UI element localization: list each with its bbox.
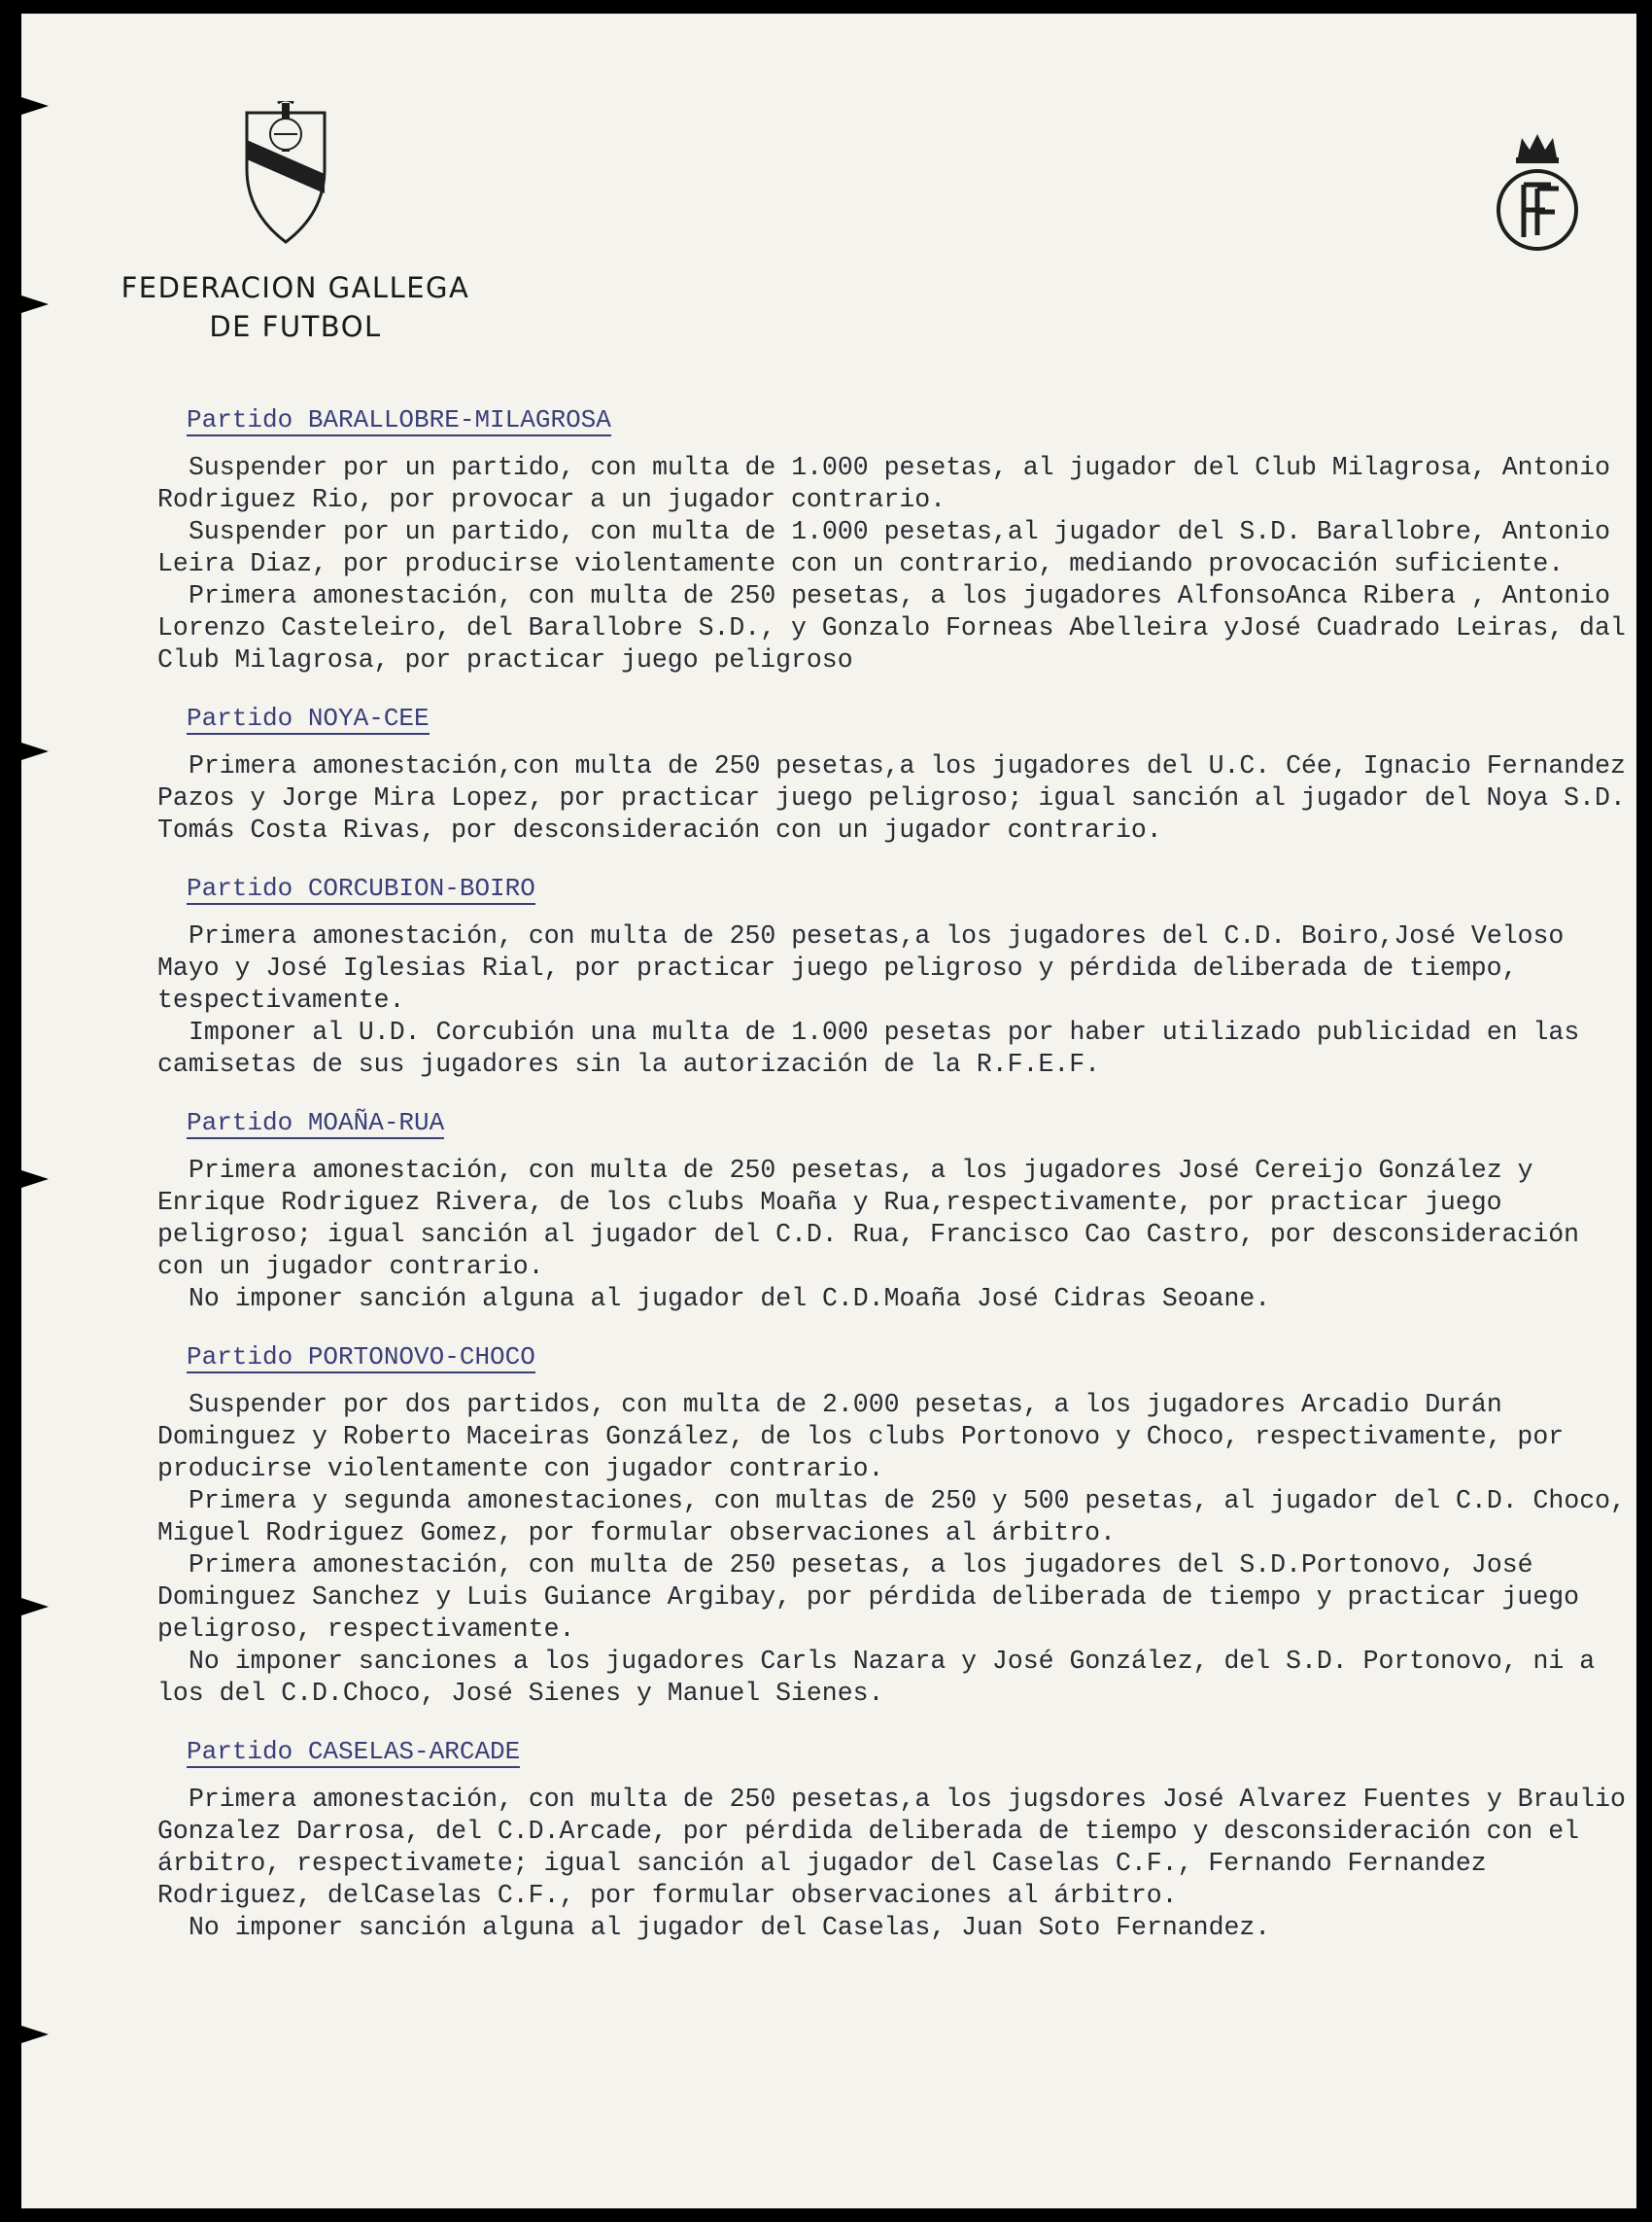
sanction-paragraph: Suspender por dos partidos, con multa de 2.000 pesetas, a los jugadores Arcadio Durán Dominguez y Roberto Maceiras González, de los clubs Portonovo y Choco, respectivamente, por producirse violentamente con jugador contrario. — [157, 1390, 1565, 1483]
sanction-paragraph: Primera amonestación, con multa de 250 pesetas, a los jugadores José Cereijo González y Enrique Rodriguez Rivera, de los clubs Moaña y Rua,respectivamente, por practicar juego peligroso; igual sanción al jugador del C.D. Rua, Francisco Cao Castro, por desconsideración con un jugador contrario. — [157, 1156, 1580, 1281]
sanction-paragraph: Primera amonestación,con multa de 250 pesetas,a los jugadores del U.C. Cée, Ignacio Fernandez Pazos y Jorge Mira Lopez, por practicar juego peligroso; igual sanción al jugador del Noya S.D. Tomás Costa Rivas, por desconsideración con un jugador contrario. — [157, 751, 1626, 845]
match-title: Partido BARALLOBRE-MILAGROSA — [187, 405, 611, 434]
sanction-paragraph: Primera amonestación, con multa de 250 pesetas,a los jugadores del C.D. Boiro,José Veloso Mayo y José Iglesias Rial, por practicar juego peligroso y pérdida deliberada de tiempo, tespectivamente. — [157, 921, 1565, 1015]
sanction-paragraph: Suspender por un partido, con multa de 1.000 pesetas, al jugador del Club Milagrosa, Antonio Rodriguez Rio, por provocar a un jugador contrario. — [157, 453, 1611, 514]
match-title: Partido MOAÑA-RUA — [187, 1108, 445, 1137]
sanctions-list — [157, 404, 1635, 1970]
match-section — [157, 1341, 1635, 1710]
match-title: Partido NOYA-CEE — [187, 704, 430, 733]
match-title: Partido CORCUBION-BOIRO — [187, 874, 535, 903]
royal-crown-rfef-emblem-icon — [1491, 128, 1584, 255]
sanction-paragraph: Suspender por un partido, con multa de 1.000 pesetas,al jugador del S.D. Barallobre, Antonio Leira Diaz, por producirse violentamente con un contrario, mediando provocación suficiente. — [157, 517, 1611, 578]
match-title: Partido CASELAS-ARCADE — [187, 1737, 521, 1766]
match-section — [157, 404, 1635, 677]
federation-name-line2: DE FUTBOL — [209, 310, 382, 343]
punch-hole-mark — [21, 1170, 49, 1188]
sanction-paragraph: Imponer al U.D. Corcubión una multa de 1.000 pesetas por haber utilizado publicidad en las camisetas de sus jugadores sin la autorización de la R.F.E.F. — [157, 1018, 1580, 1079]
federation-name — [91, 268, 499, 346]
sanction-paragraph: No imponer sanción alguna al jugador del C.D.Moaña José Cidras Seoane. — [189, 1284, 1271, 1313]
federation-name-line1: FEDERACION GALLEGA — [120, 271, 470, 304]
match-section — [157, 1736, 1635, 1944]
sanction-paragraph: Primera amonestación, con multa de 250 pesetas, a los jugadores del S.D.Portonovo, José Dominguez Sanchez y Luis Guiance Argibay, por pérdida deliberada de tiempo y practicar juego peligroso, respectivamente. — [157, 1550, 1580, 1644]
sanction-paragraph: No imponer sanciones a los jugadores Carls Nazara y José González, del S.D. Portonovo, ni a los del C.D.Choco, José Sienes y Manuel Sienes. — [157, 1647, 1596, 1708]
punch-hole-mark — [21, 743, 49, 760]
document-page — [21, 14, 1636, 2208]
match-section — [157, 873, 1635, 1081]
punch-hole-mark — [21, 2026, 49, 2043]
match-title: Partido PORTONOVO-CHOCO — [187, 1342, 535, 1371]
federation-shield-icon — [237, 101, 334, 247]
match-section — [157, 1107, 1635, 1315]
sanction-paragraph: Primera amonestación, con multa de 250 pesetas, a los jugadores AlfonsoAnca Ribera , Antonio Lorenzo Casteleiro, del Barallobre S.D., y Gonzalo Forneas Abelleira yJosé Cuadrado Leiras, dal Club Milagrosa, por practicar juego peligroso — [157, 581, 1626, 675]
sanction-paragraph: Primera y segunda amonestaciones, con multas de 250 y 500 pesetas, al jugador del C.D. Choco, Miguel Rodriguez Gomez, por formular observaciones al árbitro. — [157, 1486, 1626, 1547]
punch-hole-mark — [21, 1598, 49, 1615]
punch-hole-mark — [21, 97, 49, 115]
sanction-paragraph: No imponer sanción alguna al jugador del Caselas, Juan Soto Fernandez. — [189, 1913, 1271, 1942]
sanction-paragraph: Primera amonestación, con multa de 250 pesetas,a los jugsdores José Alvarez Fuentes y Braulio Gonzalez Darrosa, del C.D.Arcade, por pérdida deliberada de tiempo y desconsideración con el árbitro, respectivamete; igual sanción al jugador del Caselas C.F., Fernando Fernandez Rodriguez, delCaselas C.F., por formular observaciones al árbitro. — [157, 1785, 1626, 1910]
punch-hole-mark — [21, 295, 49, 313]
match-section — [157, 703, 1635, 847]
